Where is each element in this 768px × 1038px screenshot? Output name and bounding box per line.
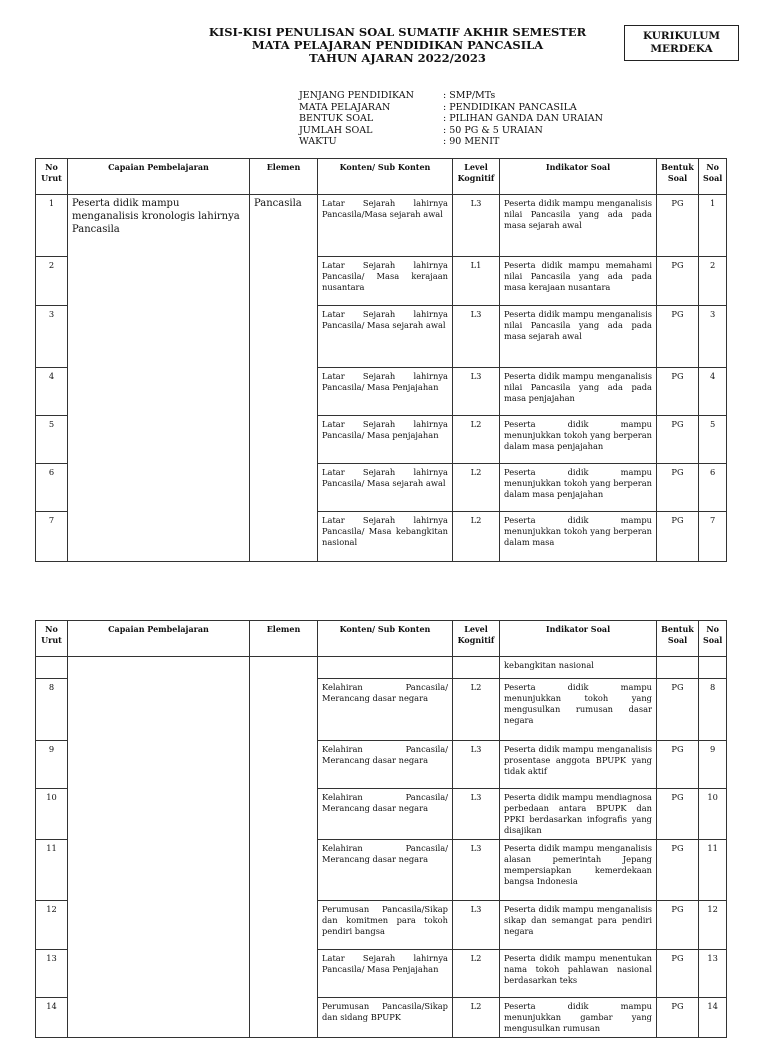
col-header-indikator: Indikator Soal [500, 621, 657, 657]
cell-no: 7 [36, 512, 68, 562]
cell-level: L2 [453, 950, 500, 998]
cell-indikator: Peserta didik mampu menganalisis prosentase anggota BPUPK yang tidak aktif [500, 741, 657, 789]
col-header-elemen: Elemen [250, 621, 318, 657]
cell-indikator: Peserta didik mampu memahami nilai Pancasila yang ada pada masa kerajaan nusantara [500, 257, 657, 306]
meta-value: : PILIHAN GANDA DAN URAIAN [443, 113, 603, 124]
cell-bentuk: PG [657, 464, 699, 512]
col-header-elemen: Elemen [250, 159, 318, 195]
cell-indikator: Peserta didik mampu menunjukkan tokoh yang berperan dalam masa [500, 512, 657, 562]
cell-konten: Latar Sejarah lahirnya Pancasila/ Masa kebangkitan nasional [318, 512, 453, 562]
cell-bentuk: PG [657, 998, 699, 1038]
cell-no: 2 [36, 257, 68, 306]
cell-level: L3 [453, 306, 500, 368]
cell-no: 3 [36, 306, 68, 368]
document-meta [299, 90, 603, 148]
cell-no: 6 [36, 464, 68, 512]
table-row [36, 195, 727, 257]
col-header-nosoal: No Soal [699, 159, 727, 195]
cell-no: 13 [36, 950, 68, 998]
cell-no: 9 [36, 741, 68, 789]
col-header-no: No Urut [36, 159, 68, 195]
cell-level: L2 [453, 998, 500, 1038]
meta-value: : 50 PG & 5 URAIAN [443, 124, 543, 136]
cell-konten: Latar Sejarah lahirnya Pancasila/ Masa penjajahan [318, 416, 453, 464]
table-header-row [36, 159, 727, 195]
title-line-3: TAHUN AJARAN 2022/2023 [309, 51, 486, 65]
cell-level: L1 [453, 257, 500, 306]
cell-level: L3 [453, 789, 500, 840]
cell-nosoal [699, 657, 727, 679]
cell-level: L2 [453, 679, 500, 741]
col-header-bentuk: Bentuk Soal [657, 621, 699, 657]
cell-indikator: Peserta didik mampu menganalisis nilai Pancasila yang ada pada masa sejarah awal [500, 195, 657, 257]
cell-konten: Latar Sejarah lahirnya Pancasila/ Masa Penjajahan [318, 368, 453, 416]
cell-bentuk: PG [657, 416, 699, 464]
meta-value: : 90 MENIT [443, 136, 500, 147]
col-header-no: No Urut [36, 621, 68, 657]
cell-level: L2 [453, 464, 500, 512]
meta-label: BENTUK SOAL [299, 113, 374, 124]
cell-nosoal: 4 [699, 368, 727, 416]
cell-indikator: Peserta didik mampu menunjukkan tokoh yang berperan dalam masa penjajahan [500, 416, 657, 464]
grid-table-1 [35, 158, 727, 562]
cell-bentuk: PG [657, 512, 699, 562]
cell-indikator: Peserta didik mampu menunjukkan gambar yang mengusulkan rumusan [500, 998, 657, 1038]
cell-bentuk: PG [657, 679, 699, 741]
cell-nosoal: 1 [699, 195, 727, 257]
meta-row [299, 113, 603, 125]
col-header-level: Level Kognitif [453, 621, 500, 657]
cell-bentuk [657, 657, 699, 679]
cell-bentuk: PG [657, 840, 699, 901]
meta-row [299, 125, 603, 137]
cell-level [453, 657, 500, 679]
cell-level: L2 [453, 512, 500, 562]
badge-line-1: KURIKULUM [642, 30, 721, 42]
cell-no: 14 [36, 998, 68, 1038]
meta-row [299, 136, 603, 148]
cell-konten: Perumusan Pancasila/Sikap dan komitmen para tokoh pendiri bangsa [318, 901, 453, 950]
cell-bentuk: PG [657, 789, 699, 840]
cell-level: L3 [453, 368, 500, 416]
cell-bentuk: PG [657, 950, 699, 998]
cell-nosoal: 6 [699, 464, 727, 512]
cell-capaian [68, 657, 250, 1038]
table-header-row [36, 621, 727, 657]
cell-indikator: Peserta didik mampu menentukan nama tokoh pahlawan nasional berdasarkan teks [500, 950, 657, 998]
col-header-capaian: Capaian Pembelajaran [68, 159, 250, 195]
cell-level: L3 [453, 741, 500, 789]
meta-value: : SMP/MTs [443, 90, 496, 101]
cell-bentuk: PG [657, 195, 699, 257]
cell-no: 10 [36, 789, 68, 840]
cell-no: 5 [36, 416, 68, 464]
grid-table-2 [35, 620, 727, 1038]
cell-capaian: Peserta didik mampu menganalisis kronologis lahirnya Pancasila [68, 195, 250, 562]
cell-konten: Kelahiran Pancasila/ Merancang dasar negara [318, 679, 453, 741]
cell-elemen [250, 657, 318, 1038]
cell-nosoal: 3 [699, 306, 727, 368]
cell-konten: Latar Sejarah lahirnya Pancasila/ Masa sejarah awal [318, 464, 453, 512]
cell-indikator: Peserta didik mampu menganalisis nilai Pancasila yang ada pada masa sejarah awal [500, 306, 657, 368]
cell-konten: Latar Sejarah lahirnya Pancasila/ Masa kerajaan nusantara [318, 257, 453, 306]
cell-indikator: Peserta didik mampu menganalisis sikap dan semangat para pendiri negara [500, 901, 657, 950]
badge-line-2: MERDEKA [650, 43, 713, 55]
cell-nosoal: 13 [699, 950, 727, 998]
meta-label: JUMLAH SOAL [299, 124, 373, 136]
cell-konten: Kelahiran Pancasila/ Merancang dasar negara [318, 741, 453, 789]
meta-row [299, 90, 603, 102]
cell-indikator: Peserta didik mampu menunjukkan tokoh yang berperan dalam masa penjajahan [500, 464, 657, 512]
cell-indikator: Peserta didik mampu menganalisis nilai Pancasila yang ada pada masa penjajahan [500, 368, 657, 416]
cell-konten: Kelahiran Pancasila/ Merancang dasar negara [318, 789, 453, 840]
cell-level: L2 [453, 416, 500, 464]
cell-level: L3 [453, 840, 500, 901]
cell-konten [318, 657, 453, 679]
meta-label: MATA PELAJARAN [299, 101, 391, 113]
cell-no: 11 [36, 840, 68, 901]
cell-konten: Perumusan Pancasila/Sikap dan sidang BPUPK [318, 998, 453, 1038]
cell-bentuk: PG [657, 901, 699, 950]
table-row-continuation [36, 657, 727, 679]
cell-no: 12 [36, 901, 68, 950]
cell-konten: Latar Sejarah lahirnya Pancasila/ Masa sejarah awal [318, 306, 453, 368]
cell-nosoal: 2 [699, 257, 727, 306]
curriculum-badge [624, 25, 739, 61]
cell-no: 8 [36, 679, 68, 741]
cell-indikator: kebangkitan nasional [500, 657, 657, 679]
cell-level: L3 [453, 901, 500, 950]
cell-nosoal: 7 [699, 512, 727, 562]
cell-no [36, 657, 68, 679]
meta-value: : PENDIDIKAN PANCASILA [443, 101, 577, 113]
cell-nosoal: 8 [699, 679, 727, 741]
col-header-bentuk: Bentuk Soal [657, 159, 699, 195]
col-header-konten: Konten/ Sub Konten [318, 621, 453, 657]
cell-bentuk: PG [657, 368, 699, 416]
cell-konten: Kelahiran Pancasila/ Merancang dasar negara [318, 840, 453, 901]
cell-nosoal: 5 [699, 416, 727, 464]
cell-nosoal: 9 [699, 741, 727, 789]
meta-row [299, 102, 603, 114]
cell-bentuk: PG [657, 741, 699, 789]
cell-no: 4 [36, 368, 68, 416]
col-header-capaian: Capaian Pembelajaran [68, 621, 250, 657]
cell-bentuk: PG [657, 306, 699, 368]
col-header-level: Level Kognitif [453, 159, 500, 195]
col-header-nosoal: No Soal [699, 621, 727, 657]
cell-konten: Latar Sejarah lahirnya Pancasila/Masa sejarah awal [318, 195, 453, 257]
col-header-indikator: Indikator Soal [500, 159, 657, 195]
cell-nosoal: 10 [699, 789, 727, 840]
meta-label: WAKTU [299, 136, 337, 147]
cell-nosoal: 14 [699, 998, 727, 1038]
title-line-2: MATA PELAJARAN PENDIDIKAN PANCASILA [251, 38, 544, 52]
cell-nosoal: 11 [699, 840, 727, 901]
cell-no: 1 [36, 195, 68, 257]
cell-konten: Latar Sejarah lahirnya Pancasila/ Masa Penjajahan [318, 950, 453, 998]
cell-indikator: Peserta didik mampu menganalisis alasan pemerintah Jepang mempersiapkan kemerdekaan bangsa Indonesia [500, 840, 657, 901]
cell-elemen: Pancasila [250, 195, 318, 562]
cell-bentuk: PG [657, 257, 699, 306]
meta-label: JENJANG PENDIDIKAN [299, 90, 414, 101]
cell-level: L3 [453, 195, 500, 257]
cell-indikator: Peserta didik mampu mendiagnosa perbedaan antara BPUPK dan PPKI berdasarkan infografis yang disajikan [500, 789, 657, 840]
cell-indikator: Peserta didik mampu menunjukkan tokoh yang mengusulkan rumusan dasar negara [500, 679, 657, 741]
cell-nosoal: 12 [699, 901, 727, 950]
title-line-1: KISI-KISI PENULISAN SOAL SUMATIF AKHIR SEMESTER [208, 25, 587, 39]
col-header-konten: Konten/ Sub Konten [318, 159, 453, 195]
